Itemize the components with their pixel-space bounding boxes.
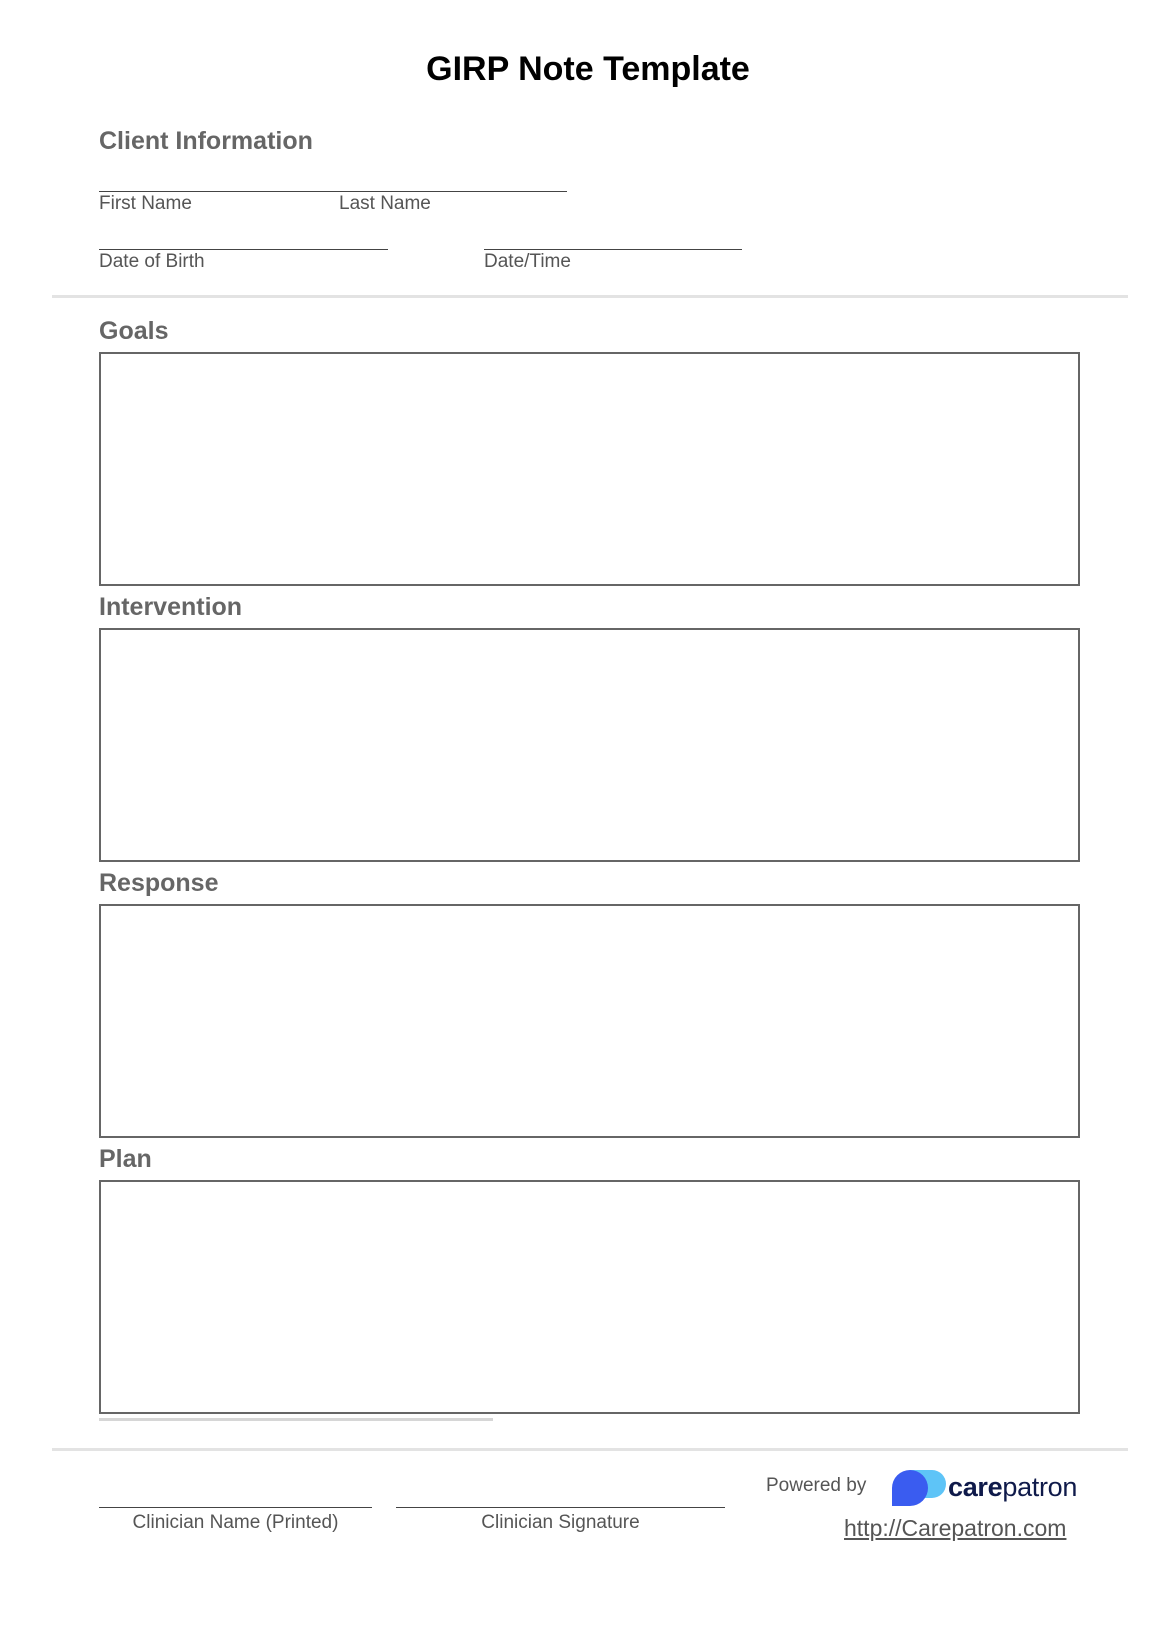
name-field-line[interactable] <box>99 191 567 192</box>
first-name-label: First Name <box>99 193 192 214</box>
box-shadow-line <box>99 1418 493 1421</box>
carepatron-logo <box>890 1466 1090 1508</box>
carepatron-logo-icon <box>890 1468 946 1506</box>
clinician-name-field-line[interactable] <box>99 1507 372 1508</box>
carepatron-link[interactable]: http://Carepatron.com <box>844 1515 1067 1541</box>
goals-text-box[interactable] <box>99 352 1080 586</box>
date-time-label: Date/Time <box>484 251 571 272</box>
carepatron-wordmark: carepatron <box>948 1471 1078 1502</box>
response-text-box[interactable] <box>99 904 1080 1138</box>
date-of-birth-field-line[interactable] <box>99 249 388 250</box>
goals-heading: Goals <box>99 317 169 345</box>
date-of-birth-label: Date of Birth <box>99 251 205 272</box>
last-name-label: Last Name <box>339 193 431 214</box>
clinician-signature-field-line[interactable] <box>396 1507 725 1508</box>
clinician-signature-label: Clinician Signature <box>481 1512 640 1533</box>
client-information-heading: Client Information <box>99 127 313 155</box>
intervention-heading: Intervention <box>99 593 243 621</box>
powered-by-text: Powered by <box>766 1475 867 1496</box>
response-heading: Response <box>99 869 219 897</box>
plan-text-box[interactable] <box>99 1180 1080 1414</box>
page-title: GIRP Note Template <box>426 50 750 88</box>
section-divider-top <box>52 295 1128 298</box>
intervention-text-box[interactable] <box>99 628 1080 862</box>
section-divider-bottom <box>52 1448 1128 1451</box>
clinician-name-label: Clinician Name (Printed) <box>132 1512 339 1533</box>
date-time-field-line[interactable] <box>484 249 742 250</box>
plan-heading: Plan <box>99 1145 152 1173</box>
